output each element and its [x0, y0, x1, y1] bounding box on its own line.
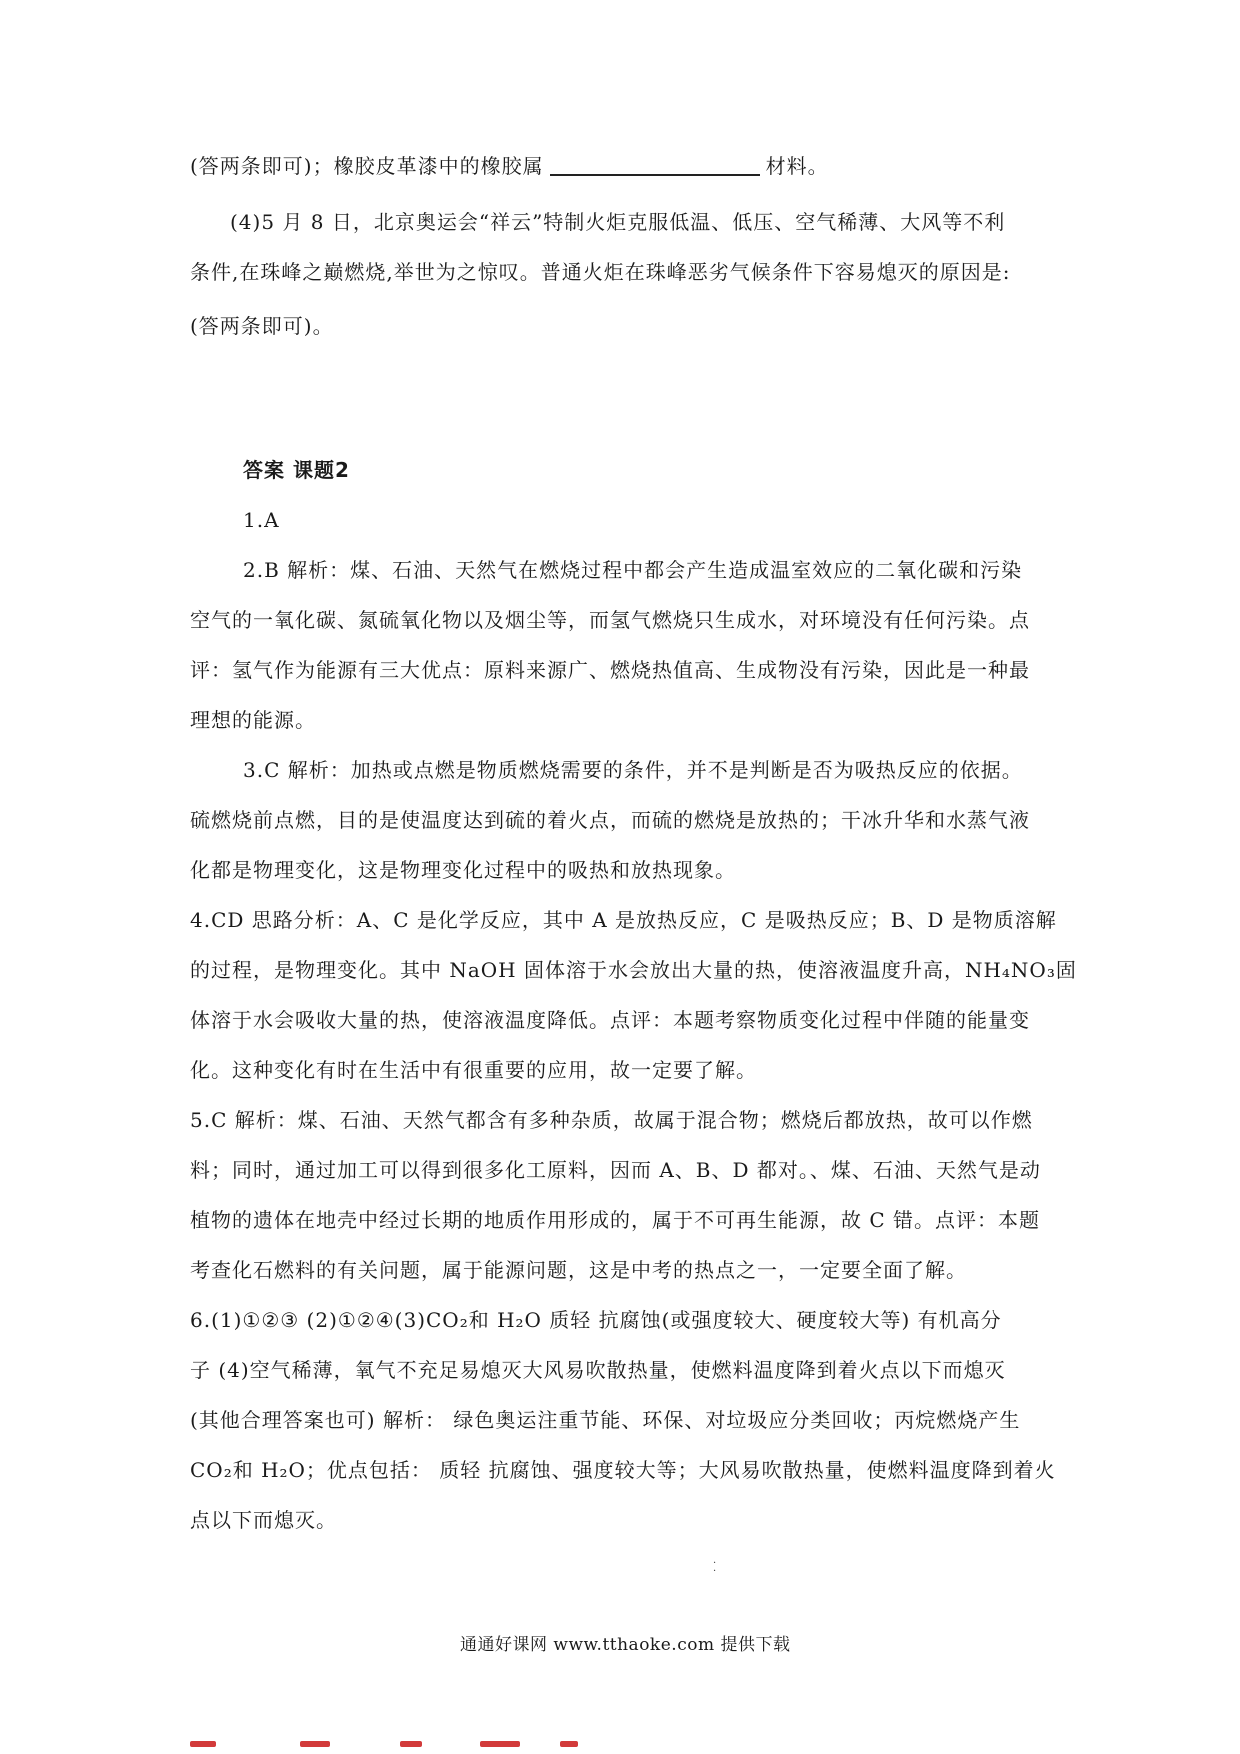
answer-line: 的过程，是物理变化。其中 NaOH 固体溶于水会放出大量的热，使溶液温度升高，NH₄NO₃固 — [190, 958, 1077, 982]
answer-line: 化都是物理变化，这是物理变化过程中的吸热和放热现象。 — [190, 858, 736, 882]
answer-line: (其他合理答案也可) 解析： 绿色奥运注重节能、环保、对垃圾应分类回收；丙烷燃烧产生 — [190, 1408, 1021, 1432]
answer-line: 硫燃烧前点燃，目的是使温度达到硫的着火点，而硫的燃烧是放热的；干冰升华和水蒸气液 — [190, 808, 1030, 832]
answer-line: 1.A — [243, 508, 280, 532]
answer-line: 空气的一氧化碳、氮硫氧化物以及烟尘等，而氢气燃烧只生成水，对环境没有任何污染。点 — [190, 608, 1030, 632]
answer-line: 化。这种变化有时在生活中有很重要的应用，故一定要了解。 — [190, 1058, 757, 1082]
answer-line: 理想的能源。 — [190, 708, 316, 732]
question-part4-line-3: (答两条即可)。 — [190, 314, 334, 338]
question-text-before-blank: (答两条即可)；橡胶皮革漆中的橡胶属 — [190, 154, 544, 178]
question-text-after-blank: 材料。 — [765, 154, 829, 178]
answer-line: 体溶于水会吸收大量的热，使溶液温度降低。点评：本题考察物质变化过程中伴随的能量变 — [190, 1008, 1030, 1032]
answer-line: 料；同时，通过加工可以得到很多化工原料，因而 A、B、D 都对。、煤、石油、天然气是动 — [190, 1158, 1041, 1182]
question-part4-line-2: 条件,在珠峰之巅燃烧,举世为之惊叹。普通火炬在珠峰恶劣气候条件下容易熄灭的原因是: — [190, 260, 1011, 284]
answer-line: 2.B 解析：煤、石油、天然气在燃烧过程中都会产生造成温室效应的二氧化碳和污染 — [243, 558, 1023, 582]
answer-line: 子 (4)空气稀薄，氧气不充足易熄灭大风易吹散热量，使燃料温度降到着火点以下而熄灭 — [190, 1358, 1006, 1382]
question-line-1 — [190, 152, 829, 180]
answer-line: 4.CD 思路分析：A、C 是化学反应，其中 A 是放热反应，C 是吸热反应；B、D 是物质溶解 — [190, 908, 1057, 932]
page-footer: 通通好课网 www.tthaoke.com 提供下载 — [460, 1635, 791, 1655]
answer-blank — [550, 154, 760, 176]
answer-line: 评：氢气作为能源有三大优点：原料来源广、燃烧热值高、生成物没有污染，因此是一种最 — [190, 658, 1030, 682]
answer-line: 点以下而熄灭。 — [190, 1508, 337, 1532]
answer-line: CO₂和 H₂O；优点包括： 质轻 抗腐蚀、强度较大等；大风易吹散热量，使燃料温度降到着火 — [190, 1458, 1056, 1482]
bottom-red-marks — [0, 1735, 1240, 1754]
scan-artifact-dots: · · — [713, 1558, 717, 1577]
answer-line: 3.C 解析：加热或点燃是物质燃烧需要的条件，并不是判断是否为吸热反应的依据。 — [243, 758, 1023, 782]
answer-line: 植物的遗体在地壳中经过长期的地质作用形成的，属于不可再生能源，故 C 错。点评：本题 — [190, 1208, 1041, 1232]
answer-line: 5.C 解析：煤、石油、天然气都含有多种杂质，故属于混合物；燃烧后都放热，故可以作燃 — [190, 1108, 1033, 1132]
answer-line: 考查化石燃料的有关问题，属于能源问题，这是中考的热点之一，一定要全面了解。 — [190, 1258, 967, 1282]
question-part4-line-1: (4)5 月 8 日，北京奥运会“祥云”特制火炬克服低温、低压、空气稀薄、大风等不利 — [230, 210, 1006, 234]
answer-line: 6.(1)①②③ (2)①②④(3)CO₂和 H₂O 质轻 抗腐蚀(或强度较大、硬度较大等) 有机高分 — [190, 1308, 1002, 1332]
answer-heading: 答案 课题2 — [243, 458, 350, 482]
